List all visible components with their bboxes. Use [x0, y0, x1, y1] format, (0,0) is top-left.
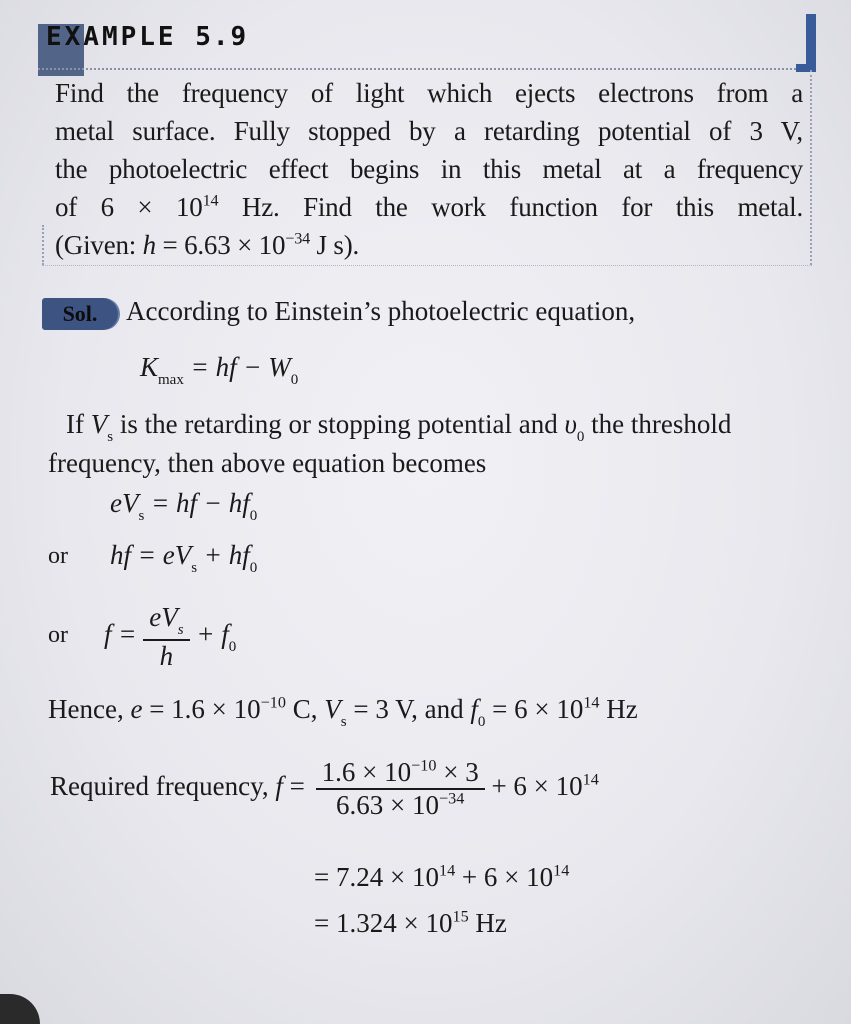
exponent: −34 — [439, 789, 465, 808]
equation-text: + hf — [197, 540, 250, 570]
text: If — [66, 409, 91, 439]
subscript: s — [107, 429, 114, 445]
equation-text: hf = eV — [110, 540, 192, 570]
equation-text: h — [159, 641, 174, 671]
fraction-denominator — [143, 641, 189, 672]
text: 6.63 × 10 — [336, 790, 439, 820]
result-step-1 — [314, 862, 569, 893]
subscript: s — [191, 560, 198, 576]
text: Hz — [468, 908, 507, 938]
hence-line — [48, 690, 823, 741]
problem-line: the photoelectric effect begins in this metal at a frequency — [55, 154, 803, 184]
exponent: 14 — [553, 861, 570, 880]
text: = — [282, 771, 305, 802]
equation-einstein — [140, 352, 298, 389]
symbol-f: f — [275, 771, 283, 802]
solution-badge: Sol. — [42, 298, 118, 330]
exponent: 14 — [202, 191, 219, 210]
solution-intro: According to Einstein’s photoelectric equation, — [126, 296, 636, 326]
exponent: 14 — [438, 861, 456, 880]
symbol-nu: υ — [564, 409, 577, 439]
box-border-right — [810, 70, 812, 265]
text: (Given: — [55, 230, 143, 260]
text: 1.6 × 10 — [321, 757, 412, 787]
symbol-e: e — [130, 694, 143, 724]
equation-eVs — [110, 488, 257, 525]
example-title — [46, 22, 248, 52]
subscript: 0 — [477, 714, 486, 730]
text: × 3 — [436, 757, 479, 787]
example-header — [38, 12, 816, 64]
text: Hence, — [48, 694, 131, 724]
header-right-foot — [796, 64, 816, 72]
equation-text: = hf − W — [183, 352, 291, 382]
problem-line — [55, 188, 803, 226]
exponent: −10 — [411, 756, 437, 775]
text: = 7.24 × 10 — [314, 862, 439, 892]
text: of 6 × 10 — [55, 192, 203, 222]
example-label: EXAMPLE — [46, 22, 177, 52]
subscript: s — [177, 622, 184, 638]
symbol-h: h — [142, 230, 156, 260]
header-right-bar — [806, 14, 816, 70]
fraction-denominator — [316, 790, 485, 821]
equation-text: + f — [189, 619, 229, 650]
header-rule — [38, 68, 808, 70]
symbol-f: f — [470, 694, 478, 724]
text: the threshold — [584, 409, 732, 439]
problem-line: Find the frequency of light which ejects electrons from a — [55, 78, 803, 108]
subscript: 0 — [290, 372, 299, 388]
or-label: or — [48, 622, 68, 648]
subscript: s — [340, 714, 347, 730]
problem-statement — [55, 74, 803, 264]
subscript: s — [138, 508, 145, 524]
exponent: 14 — [582, 770, 599, 789]
equation-text: eV — [149, 602, 178, 632]
symbol-K: K — [140, 352, 159, 382]
text: = 3 V, and — [346, 694, 471, 724]
fraction — [143, 602, 189, 672]
text: Hz — [599, 694, 638, 724]
text: = 1.6 × 10 — [142, 694, 261, 724]
text: Hz. Find the work function for this metal. — [218, 192, 803, 222]
symbol-V: V — [90, 409, 108, 439]
subscript: 0 — [228, 639, 237, 656]
or-label: or — [48, 543, 68, 569]
equation-hf — [110, 540, 257, 577]
exponent: −10 — [260, 693, 286, 712]
text: = 1.324 × 10 — [314, 908, 453, 938]
text: + 6 × 10 — [455, 862, 554, 892]
result-final — [314, 908, 507, 939]
box-border-bottom — [42, 265, 812, 266]
fraction-numerator — [143, 602, 189, 639]
subscript: max — [158, 372, 184, 388]
exponent: 14 — [583, 693, 600, 712]
text: + 6 × 10 — [484, 771, 583, 802]
example-number: 5.9 — [195, 22, 249, 52]
text: = 6.63 × 10 — [155, 230, 286, 260]
exponent: −34 — [285, 229, 310, 248]
equation-text: eV — [110, 488, 139, 518]
required-frequency-equation — [50, 757, 599, 821]
text: C, — [285, 694, 325, 724]
text: is the retarding or stopping potential and — [113, 409, 565, 439]
text: Required frequency, — [50, 771, 276, 802]
subscript: 0 — [576, 429, 585, 445]
problem-line: metal surface. Fully stopped by a retarding potential of 3 V, — [55, 116, 803, 146]
fraction — [316, 757, 485, 821]
equation-f-fraction — [104, 602, 236, 672]
equation-text: f = — [104, 619, 137, 650]
subscript: 0 — [249, 508, 258, 524]
box-border-left — [42, 225, 44, 265]
exponent: 15 — [452, 907, 469, 926]
equation-text: = hf − hf — [144, 488, 250, 518]
subscript: 0 — [249, 560, 258, 576]
text: = 6 × 10 — [485, 694, 584, 724]
paragraph-retarding-line2: frequency, then above equation becomes — [48, 448, 487, 478]
symbol-V: V — [324, 694, 341, 724]
text: J s). — [309, 230, 360, 260]
fraction-numerator — [316, 757, 485, 788]
problem-given — [55, 226, 803, 264]
